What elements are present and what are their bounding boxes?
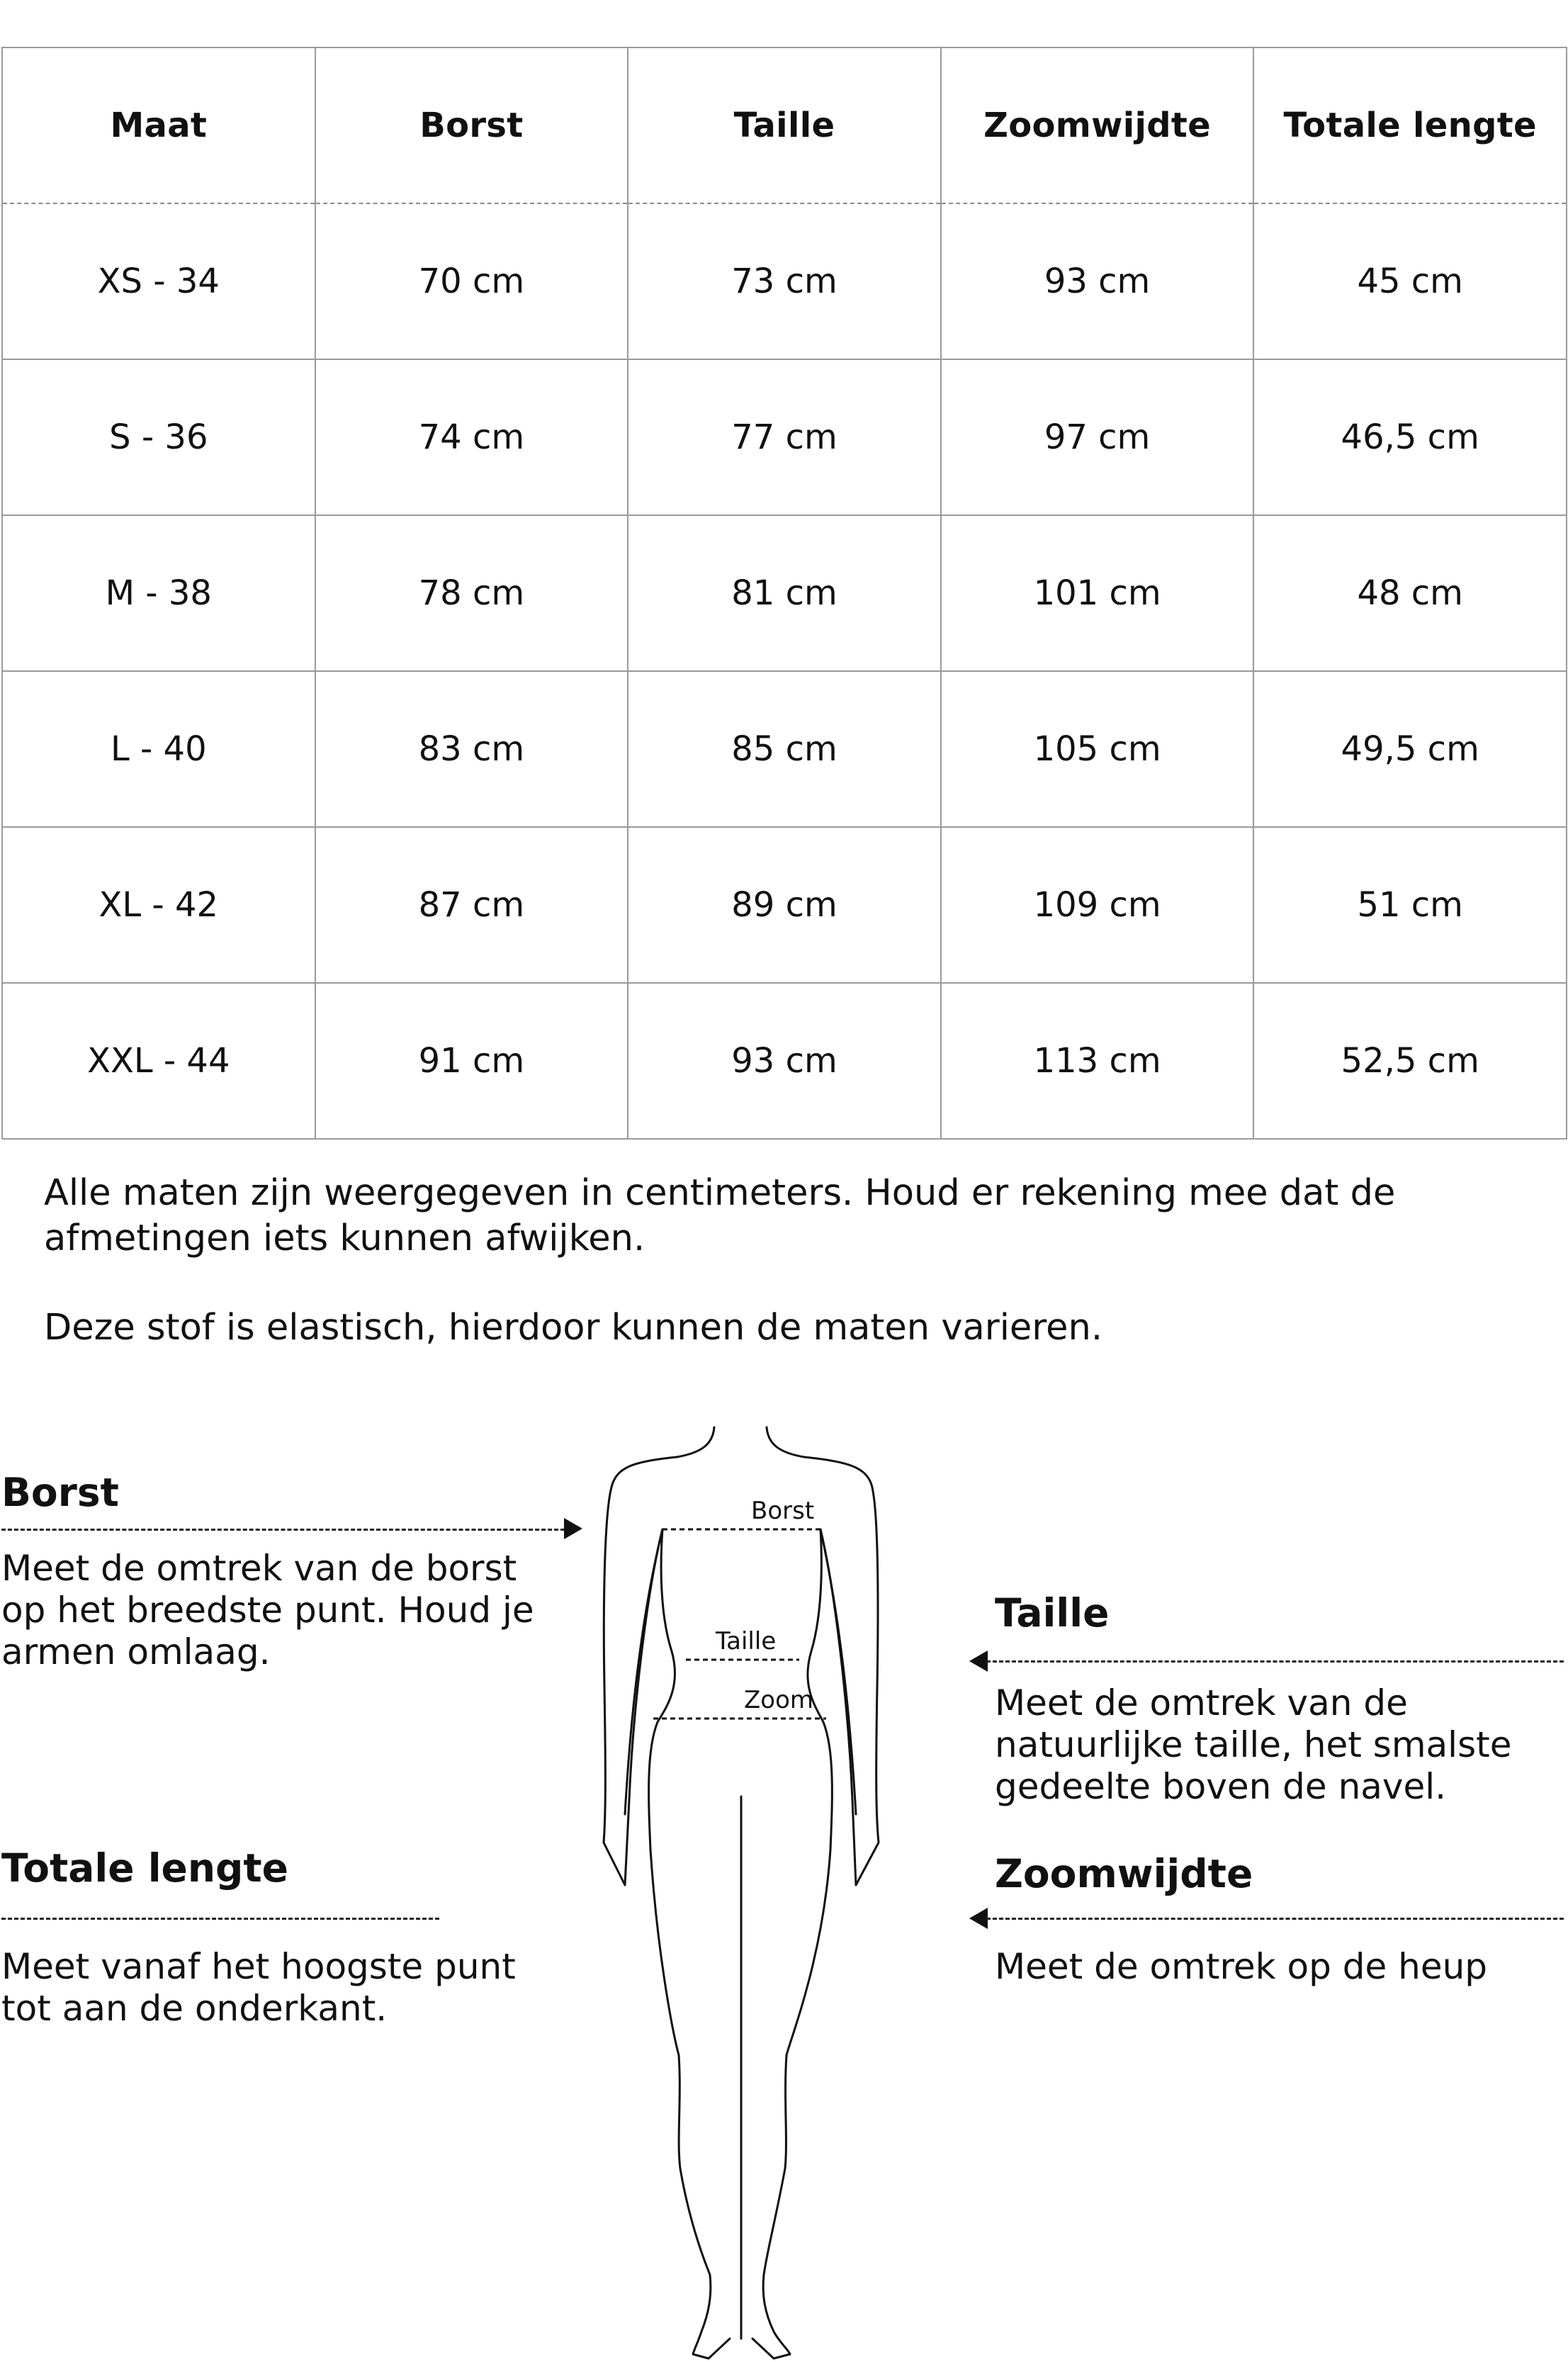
cell-borst: 87 cm: [315, 827, 628, 983]
guide-title-borst: Borst: [1, 1470, 119, 1515]
guide-text-taille: [995, 1682, 1512, 1808]
figure-label-borst: Borst: [751, 1497, 815, 1525]
guide-text-line: Meet de omtrek van de borst: [1, 1548, 517, 1589]
cell-taille: 81 cm: [628, 515, 941, 671]
cell-taille: 85 cm: [628, 671, 941, 827]
cell-maat: XS - 34: [2, 203, 315, 359]
header-taille: Taille: [628, 47, 941, 203]
figure-label-taille: Taille: [716, 1627, 777, 1655]
cell-totale-lengte: 51 cm: [1253, 827, 1567, 983]
header-borst: Borst: [315, 47, 628, 203]
guide-text-line: Meet de omtrek op de heup: [995, 1946, 1488, 1987]
arrow-left-icon: [969, 1908, 988, 1929]
cell-taille: 77 cm: [628, 359, 941, 515]
guide-text-borst: [1, 1548, 534, 1673]
cell-taille: 93 cm: [628, 983, 941, 1139]
guide-text-line: op het breedste punt. Houd je: [1, 1590, 534, 1631]
note-line: Alle maten zijn weergegeven in centimeters. Houd er rekening mee dat de: [44, 1172, 1396, 1214]
header-zoomwijdte: Zoomwijdte: [941, 47, 1254, 203]
guide-text-line: tot aan de onderkant.: [1, 1988, 388, 2029]
guide-taille-dashed-line: [986, 1660, 1564, 1663]
cell-totale-lengte: 52,5 cm: [1253, 983, 1567, 1139]
cell-totale-lengte: 48 cm: [1253, 515, 1567, 671]
cell-zoomwijdte: 101 cm: [941, 515, 1254, 671]
arrow-left-icon: [969, 1650, 988, 1672]
cell-zoomwijdte: 97 cm: [941, 359, 1254, 515]
guide-title-totale-lengte: Totale lengte: [1, 1845, 288, 1891]
guide-zoomwijdte-dashed-line: [986, 1918, 1564, 1920]
cell-zoomwijdte: 105 cm: [941, 671, 1254, 827]
cell-zoomwijdte: 109 cm: [941, 827, 1254, 983]
cell-taille: 89 cm: [628, 827, 941, 983]
arrow-right-icon: [564, 1518, 582, 1539]
guide-borst-dashed-line: [1, 1529, 565, 1531]
guide-text-line: gedeelte boven de navel.: [995, 1766, 1447, 1807]
cell-maat: M - 38: [2, 515, 315, 671]
cell-borst: 74 cm: [315, 359, 628, 515]
cell-maat: XXL - 44: [2, 983, 315, 1139]
note-line: afmetingen iets kunnen afwijken.: [44, 1217, 645, 1259]
cell-maat: L - 40: [2, 671, 315, 827]
header-maat: Maat: [2, 47, 315, 203]
cell-taille: 73 cm: [628, 203, 941, 359]
cell-zoomwijdte: 93 cm: [941, 203, 1254, 359]
guide-title-zoomwijdte: Zoomwijdte: [995, 1851, 1253, 1896]
cell-zoomwijdte: 113 cm: [941, 983, 1254, 1139]
cell-maat: XL - 42: [2, 827, 315, 983]
cell-maat: S - 36: [2, 359, 315, 515]
guide-text-line: Meet de omtrek van de: [995, 1682, 1408, 1723]
guide-totale-lengte-dashed-line: [1, 1918, 439, 1920]
cell-borst: 70 cm: [315, 203, 628, 359]
guide-text-line: armen omlaag.: [1, 1631, 271, 1672]
guide-text-line: Meet vanaf het hoogste punt: [1, 1946, 516, 1987]
guide-text-totale-lengte: [1, 1946, 516, 2030]
figure-label-zoom: Zoom: [744, 1686, 814, 1714]
cell-totale-lengte: 49,5 cm: [1253, 671, 1567, 827]
cell-totale-lengte: 46,5 cm: [1253, 359, 1567, 515]
cell-borst: 91 cm: [315, 983, 628, 1139]
cell-totale-lengte: 45 cm: [1253, 203, 1567, 359]
header-totale-lengte: Totale lengte: [1253, 47, 1567, 203]
guide-text-zoomwijdte: [995, 1946, 1487, 1988]
note-line: Deze stof is elastisch, hierdoor kunnen de maten varieren.: [44, 1307, 1103, 1349]
cell-borst: 78 cm: [315, 515, 628, 671]
figure-left-arm-outline: [604, 1427, 714, 1885]
figure-right-arm-outline: [767, 1427, 879, 1885]
guide-text-line: natuurlijke taille, het smalste: [995, 1724, 1512, 1765]
guide-title-taille: Taille: [995, 1590, 1110, 1636]
cell-borst: 83 cm: [315, 671, 628, 827]
